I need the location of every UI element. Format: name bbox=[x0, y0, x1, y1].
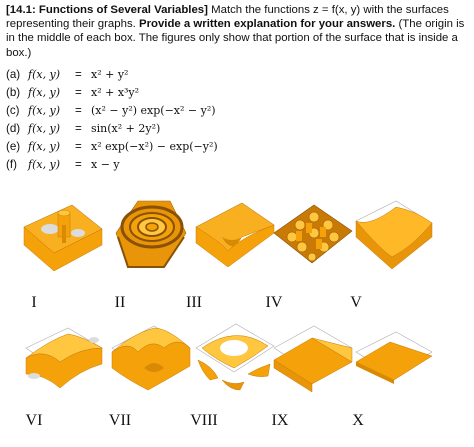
problem-statement bbox=[6, 3, 468, 60]
function-label: (d) bbox=[6, 122, 21, 135]
surface-plot-II bbox=[108, 197, 192, 275]
surface-plot-VI bbox=[20, 318, 104, 396]
surface-label-VI: VI bbox=[25, 412, 43, 429]
equals-sign: = bbox=[75, 158, 82, 171]
surface-plot-X bbox=[350, 318, 434, 396]
surface-plot-VII bbox=[108, 318, 192, 396]
problem-intro: Match the functions z = f(x, y) with the surfaces representing their graphs. bbox=[6, 4, 449, 31]
surface-label-VIII: VIII bbox=[190, 412, 218, 429]
surface-plot-III bbox=[192, 197, 276, 275]
function-lhs: f(x, y) bbox=[28, 86, 61, 99]
function-label: (e) bbox=[6, 140, 21, 153]
surface-label-III: III bbox=[186, 294, 202, 311]
equals-sign: = bbox=[75, 68, 82, 81]
surface-label-IV: IV bbox=[265, 294, 283, 311]
equals-sign: = bbox=[75, 122, 82, 135]
function-rhs: (x² − y²) exp(−x² − y²) bbox=[91, 104, 216, 117]
surface-label-II: II bbox=[114, 294, 126, 311]
surface-label-X: X bbox=[352, 412, 364, 429]
surface-label-V: V bbox=[350, 294, 362, 311]
function-lhs: f(x, y) bbox=[28, 122, 61, 135]
function-b bbox=[6, 86, 139, 100]
equals-sign: = bbox=[75, 86, 82, 99]
function-lhs: f(x, y) bbox=[28, 68, 61, 81]
surface-label-VII: VII bbox=[108, 412, 132, 429]
function-label: (b) bbox=[6, 86, 21, 99]
function-rhs: x − y bbox=[91, 158, 120, 171]
function-f bbox=[6, 158, 120, 172]
function-lhs: f(x, y) bbox=[28, 140, 61, 153]
problem-note: (The origin is in the middle of each box. The figures only show that portion of the surface that is inside a box.) bbox=[6, 18, 465, 59]
surface-plot-IX bbox=[270, 318, 354, 396]
function-lhs: f(x, y) bbox=[28, 158, 61, 171]
function-label: (f) bbox=[6, 158, 17, 171]
surface-plot-VIII bbox=[192, 318, 276, 396]
function-label: (a) bbox=[6, 68, 21, 81]
function-label: (c) bbox=[6, 104, 20, 117]
surface-label-I: I bbox=[31, 294, 37, 311]
equals-sign: = bbox=[75, 140, 82, 153]
function-rhs: x² + x³y² bbox=[91, 86, 140, 99]
function-e bbox=[6, 140, 218, 154]
function-d bbox=[6, 122, 160, 136]
function-rhs: x² exp(−x²) − exp(−y²) bbox=[91, 140, 218, 153]
surface-plot-V bbox=[350, 197, 434, 275]
surface-plot-IV bbox=[270, 197, 354, 275]
function-c bbox=[6, 104, 216, 118]
surface-plot-I bbox=[20, 197, 104, 275]
function-a bbox=[6, 68, 128, 82]
function-lhs: f(x, y) bbox=[28, 104, 61, 117]
equals-sign: = bbox=[75, 104, 82, 117]
function-rhs: sin(x² + 2y²) bbox=[91, 122, 161, 135]
function-rhs: x² + y² bbox=[91, 68, 129, 81]
problem-label: [14.1: Functions of Several Variables] bbox=[6, 4, 208, 16]
surface-label-IX: IX bbox=[271, 412, 289, 429]
problem-instruction: Provide a written explanation for your answers. bbox=[138, 18, 396, 31]
